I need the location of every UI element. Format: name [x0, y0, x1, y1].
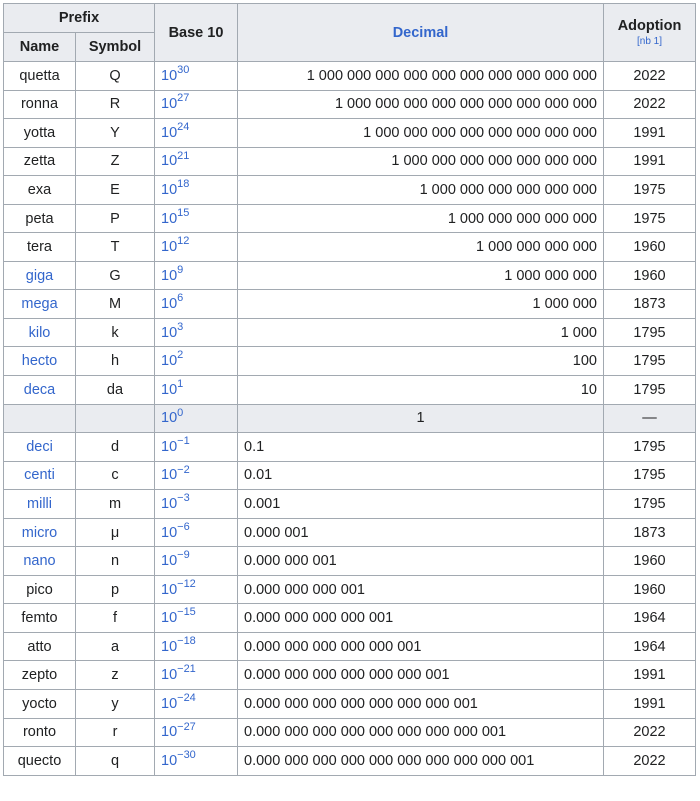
prefix-symbol: y	[76, 690, 155, 719]
prefix-symbol: r	[76, 718, 155, 747]
exponent: −24	[177, 691, 196, 704]
base-number: 10	[161, 752, 178, 769]
prefix-name[interactable]: micro	[4, 518, 76, 547]
table-row	[4, 404, 696, 433]
prefix-symbol: n	[76, 547, 155, 576]
exponent: 21	[177, 149, 190, 162]
prefix-symbol: Y	[76, 119, 155, 148]
base-number: 10	[161, 695, 178, 712]
power-of-ten-link[interactable]	[155, 233, 238, 262]
exponent: 3	[177, 320, 184, 333]
adoption-year: 1964	[604, 604, 696, 633]
adoption-year: 1960	[604, 261, 696, 290]
power-of-ten-link[interactable]	[155, 147, 238, 176]
exponent: 15	[177, 206, 190, 219]
exponent: 18	[177, 178, 190, 191]
decimal-value: 0.000 000 000 000 000 000 000 000 000 001	[238, 747, 604, 776]
prefix-symbol: M	[76, 290, 155, 319]
decimal-value: 1 000 000 000 000 000 000 000 000 000 000	[238, 62, 604, 91]
base-number: 10	[161, 239, 178, 256]
adoption-year: 2022	[604, 718, 696, 747]
base-number: 10	[161, 724, 178, 741]
decimal-value: 1 000 000	[238, 290, 604, 319]
exponent: 24	[177, 121, 190, 134]
exponent: 1	[177, 377, 184, 390]
prefix-symbol: z	[76, 661, 155, 690]
table-row	[4, 747, 696, 776]
si-prefix-table	[3, 3, 696, 776]
decimal-value: 0.01	[238, 461, 604, 490]
adoption-year: 1975	[604, 176, 696, 205]
exponent: 30	[177, 63, 190, 76]
table-row	[4, 62, 696, 91]
table-row	[4, 718, 696, 747]
prefix-name: quecto	[4, 747, 76, 776]
adoption-year: 1991	[604, 119, 696, 148]
base-number: 10	[161, 267, 178, 284]
power-of-ten-link[interactable]	[155, 90, 238, 119]
exponent: −21	[177, 663, 196, 676]
table-row	[4, 261, 696, 290]
decimal-value: 1 000 000 000 000 000 000 000	[238, 147, 604, 176]
adoption-year: —	[604, 404, 696, 433]
exponent: 6	[177, 292, 184, 305]
decimal-value: 1 000 000 000 000 000	[238, 204, 604, 233]
exponent: 27	[177, 92, 190, 105]
base-number: 10	[161, 381, 178, 398]
decimal-value: 0.000 001	[238, 518, 604, 547]
prefix-symbol: μ	[76, 518, 155, 547]
prefix-symbol: Q	[76, 62, 155, 91]
prefix-symbol: P	[76, 204, 155, 233]
table-row	[4, 347, 696, 376]
power-of-ten-link[interactable]	[155, 747, 238, 776]
prefix-name[interactable]: nano	[4, 547, 76, 576]
decimal-value: 0.000 000 000 000 000 000 000 001	[238, 690, 604, 719]
decimal-value: 1 000 000 000	[238, 261, 604, 290]
prefix-name: atto	[4, 632, 76, 661]
prefix-name: femto	[4, 604, 76, 633]
table-row	[4, 632, 696, 661]
exponent: −2	[177, 463, 190, 476]
base-number: 10	[161, 581, 178, 598]
adoption-year: 2022	[604, 62, 696, 91]
decimal-value: 0.000 000 000 000 001	[238, 604, 604, 633]
decimal-value: 0.000 000 000 000 000 001	[238, 632, 604, 661]
prefix-name[interactable]: kilo	[4, 318, 76, 347]
exponent: −3	[177, 492, 190, 505]
table-row	[4, 690, 696, 719]
power-of-ten-link[interactable]	[155, 119, 238, 148]
adoption-footnote-link[interactable]: [nb 1]	[636, 36, 663, 47]
adoption-year: 1960	[604, 547, 696, 576]
prefix-name: tera	[4, 233, 76, 262]
adoption-year: 1795	[604, 318, 696, 347]
adoption-year: 1795	[604, 461, 696, 490]
prefix-name: yotta	[4, 119, 76, 148]
adoption-year: 1991	[604, 661, 696, 690]
base-number: 10	[161, 638, 178, 655]
prefix-symbol	[76, 404, 155, 433]
base-number: 10	[161, 667, 178, 684]
power-of-ten-link[interactable]	[155, 461, 238, 490]
prefix-name[interactable]: deci	[4, 433, 76, 462]
prefix-symbol: c	[76, 461, 155, 490]
prefix-name[interactable]: centi	[4, 461, 76, 490]
exponent: −6	[177, 520, 190, 533]
table-row	[4, 604, 696, 633]
adoption-year: 1795	[604, 490, 696, 519]
table-row	[4, 290, 696, 319]
prefix-symbol: f	[76, 604, 155, 633]
base-number: 10	[161, 553, 178, 570]
decimal-value: 0.000 000 000 001	[238, 575, 604, 604]
power-of-ten-link[interactable]	[155, 490, 238, 519]
exponent: 12	[177, 235, 190, 248]
prefix-name: zetta	[4, 147, 76, 176]
adoption-year: 1795	[604, 376, 696, 405]
adoption-year: 1873	[604, 290, 696, 319]
prefix-name: ronna	[4, 90, 76, 119]
decimal-value: 0.000 000 000 000 000 000 000 000 001	[238, 718, 604, 747]
table-row	[4, 204, 696, 233]
power-of-ten-link[interactable]	[155, 547, 238, 576]
power-of-ten-link[interactable]	[155, 718, 238, 747]
adoption-year: 1975	[604, 204, 696, 233]
exponent: 9	[177, 263, 184, 276]
power-of-ten-link[interactable]	[155, 347, 238, 376]
exponent: 0	[177, 406, 184, 419]
power-of-ten-link[interactable]	[155, 518, 238, 547]
power-of-ten-link[interactable]	[155, 404, 238, 433]
table-row	[4, 547, 696, 576]
table-row	[4, 575, 696, 604]
prefix-name[interactable]: mega	[4, 290, 76, 319]
prefix-symbol: p	[76, 575, 155, 604]
table-body	[4, 62, 696, 776]
base-number: 10	[161, 610, 178, 627]
adoption-year: 1795	[604, 433, 696, 462]
decimal-value: 0.000 000 000 000 000 000 001	[238, 661, 604, 690]
prefix-name: pico	[4, 575, 76, 604]
adoption-year: 1873	[604, 518, 696, 547]
decimal-value: 10	[238, 376, 604, 405]
header-base10: Base 10	[155, 4, 238, 62]
decimal-value: 1 000	[238, 318, 604, 347]
exponent: 2	[177, 349, 184, 362]
power-of-ten-link[interactable]	[155, 261, 238, 290]
decimal-value: 1 000 000 000 000	[238, 233, 604, 262]
prefix-name: peta	[4, 204, 76, 233]
power-of-ten-link[interactable]	[155, 204, 238, 233]
decimal-value: 1 000 000 000 000 000 000 000 000	[238, 119, 604, 148]
header-prefix: Prefix	[4, 4, 155, 33]
power-of-ten-link[interactable]	[155, 604, 238, 633]
base-number: 10	[161, 467, 178, 484]
adoption-year: 1960	[604, 575, 696, 604]
table-row	[4, 318, 696, 347]
base-number: 10	[161, 96, 178, 113]
exponent: −18	[177, 634, 196, 647]
base-number: 10	[161, 153, 178, 170]
decimal-value: 1	[238, 404, 604, 433]
table-row	[4, 661, 696, 690]
power-of-ten-link[interactable]	[155, 575, 238, 604]
table-row	[4, 518, 696, 547]
table-row	[4, 433, 696, 462]
base-number: 10	[161, 124, 178, 141]
prefix-name	[4, 404, 76, 433]
header-adoption-label: Adoption	[617, 18, 682, 34]
table-row	[4, 90, 696, 119]
prefix-symbol: da	[76, 376, 155, 405]
adoption-year: 2022	[604, 747, 696, 776]
base-number: 10	[161, 324, 178, 341]
adoption-year: 1960	[604, 233, 696, 262]
adoption-year: 1964	[604, 632, 696, 661]
adoption-year: 1795	[604, 347, 696, 376]
power-of-ten-link[interactable]	[155, 318, 238, 347]
prefix-name[interactable]: giga	[4, 261, 76, 290]
base-number: 10	[161, 438, 178, 455]
base-number: 10	[161, 210, 178, 227]
exponent: −9	[177, 549, 190, 562]
base-number: 10	[161, 296, 178, 313]
exponent: −30	[177, 749, 196, 762]
exponent: −1	[177, 435, 190, 448]
power-of-ten-link[interactable]	[155, 290, 238, 319]
table-row	[4, 233, 696, 262]
header-adoption	[604, 4, 696, 62]
prefix-name: yocto	[4, 690, 76, 719]
prefix-symbol: h	[76, 347, 155, 376]
prefix-name[interactable]: hecto	[4, 347, 76, 376]
decimal-value: 100	[238, 347, 604, 376]
prefix-symbol: E	[76, 176, 155, 205]
exponent: −15	[177, 606, 196, 619]
base-number: 10	[161, 495, 178, 512]
decimal-value: 0.000 000 001	[238, 547, 604, 576]
base-number: 10	[161, 67, 178, 84]
base-number: 10	[161, 181, 178, 198]
power-of-ten-link[interactable]	[155, 376, 238, 405]
prefix-symbol: Z	[76, 147, 155, 176]
power-of-ten-link[interactable]	[155, 62, 238, 91]
table-row	[4, 147, 696, 176]
prefix-symbol: k	[76, 318, 155, 347]
prefix-symbol: R	[76, 90, 155, 119]
decimal-value: 1 000 000 000 000 000 000 000 000 000	[238, 90, 604, 119]
table-row	[4, 119, 696, 148]
base-number: 10	[161, 353, 178, 370]
power-of-ten-link[interactable]	[155, 176, 238, 205]
base-number: 10	[161, 524, 178, 541]
decimal-value: 0.001	[238, 490, 604, 519]
prefix-symbol: d	[76, 433, 155, 462]
exponent: −27	[177, 720, 196, 733]
prefix-name: exa	[4, 176, 76, 205]
prefix-name: zepto	[4, 661, 76, 690]
decimal-value: 0.1	[238, 433, 604, 462]
table-row	[4, 461, 696, 490]
prefix-symbol: a	[76, 632, 155, 661]
header-name: Name	[4, 33, 76, 62]
prefix-symbol: T	[76, 233, 155, 262]
power-of-ten-link[interactable]	[155, 632, 238, 661]
prefix-symbol: G	[76, 261, 155, 290]
table-row	[4, 376, 696, 405]
decimal-value: 1 000 000 000 000 000 000	[238, 176, 604, 205]
power-of-ten-link[interactable]	[155, 690, 238, 719]
power-of-ten-link[interactable]	[155, 661, 238, 690]
power-of-ten-link[interactable]	[155, 433, 238, 462]
prefix-name: quetta	[4, 62, 76, 91]
header-symbol: Symbol	[76, 33, 155, 62]
table-row	[4, 490, 696, 519]
prefix-name[interactable]: deca	[4, 376, 76, 405]
base-number: 10	[161, 410, 178, 427]
exponent: −12	[177, 577, 196, 590]
prefix-name: ronto	[4, 718, 76, 747]
prefix-symbol: m	[76, 490, 155, 519]
adoption-year: 1991	[604, 690, 696, 719]
header-decimal[interactable]: Decimal	[238, 4, 604, 62]
adoption-year: 1991	[604, 147, 696, 176]
prefix-symbol: q	[76, 747, 155, 776]
table-row	[4, 176, 696, 205]
adoption-year: 2022	[604, 90, 696, 119]
prefix-name[interactable]: milli	[4, 490, 76, 519]
